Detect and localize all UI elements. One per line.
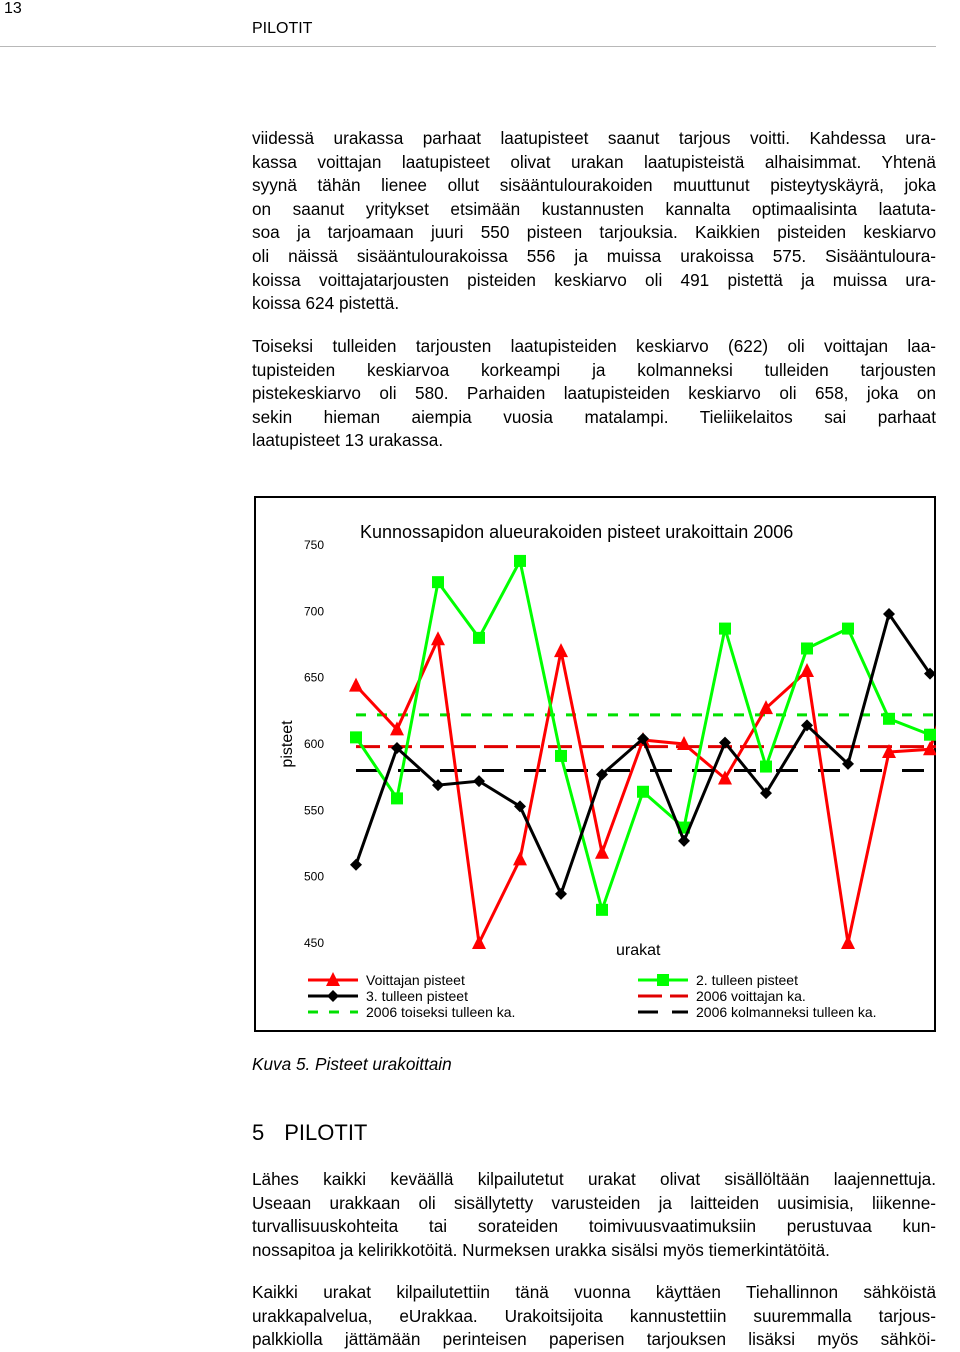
y-tick-label: 450 <box>303 936 324 950</box>
data-point <box>391 792 403 804</box>
paragraph-line: soa ja tarjoamaan juuri 550 pisteen tarjouksia. Kaikkien pisteiden keskiarvo <box>252 222 936 243</box>
paragraph-line: nossapitoa ja kelirikkotöitä. Nurmeksen urakka sisälsi myös tiemerkintätöitä. <box>252 1239 830 1260</box>
series-line <box>356 614 930 894</box>
section-number: 5 <box>252 1120 265 1145</box>
chart-title: Kunnossapidon alueurakoiden pisteet urakoittain 2006 <box>360 522 794 542</box>
y-tick-label: 600 <box>303 737 324 751</box>
header-divider <box>0 46 936 47</box>
data-point <box>554 643 568 657</box>
data-point <box>349 678 363 692</box>
paragraph-line: kassa voittajan laatupisteet olivat urakan laatupisteistä alhaisimmat. Yhtenä <box>252 151 936 172</box>
legend-label: 2. tulleen pisteet <box>696 972 798 988</box>
data-point <box>431 631 445 645</box>
section-heading <box>252 1120 367 1146</box>
data-point <box>514 555 526 567</box>
y-tick-label: 500 <box>303 869 324 884</box>
y-tick-label: 650 <box>303 670 324 685</box>
data-point <box>637 786 649 798</box>
data-point <box>472 935 486 949</box>
data-point <box>555 750 567 762</box>
data-point <box>595 845 609 859</box>
paragraph-line: urakkapalvelua, eUrakkaa. Urakoitsijoita kannustettiin suuremmalla tarjous- <box>252 1305 936 1326</box>
paragraph-line: turvallisuuskohteita tai sorateiden toimivuusvaatimuksiin perustuvaa kun- <box>252 1216 936 1237</box>
paragraph-line: palkkiolla jättämään perinteisen paperisen tarjouksen lisäksi myös sähköi- <box>252 1329 936 1350</box>
x-axis-label: urakat <box>616 942 661 959</box>
paragraph-line: syynä tähän lienee ollut sisääntulourakoiden muuttunut pisteytyskäyrä, joka <box>252 175 936 196</box>
running-header: PILOTIT <box>252 20 313 37</box>
data-point <box>719 623 731 635</box>
body-paragraph-2 <box>252 335 936 453</box>
page-number: 13 <box>4 0 22 17</box>
data-point <box>760 761 772 773</box>
paragraph-line: Kaikki urakat kilpailutettiin tänä vuonna käyttäen Tiehallinnon sähköistä <box>252 1282 936 1302</box>
data-point <box>350 859 362 871</box>
section-title: PILOTIT <box>284 1120 368 1145</box>
data-point <box>555 888 567 900</box>
body-paragraph-3 <box>252 1168 936 1262</box>
legend-label: 2006 voittajan ka. <box>696 988 806 1004</box>
data-point <box>801 642 813 654</box>
series-line <box>356 618 936 943</box>
y-tick-label: 700 <box>303 604 324 619</box>
data-point <box>432 576 444 588</box>
paragraph-line: oli näissä sisääntulourakoissa 556 ja muissa urakoissa 575. Sisääntuloura- <box>252 245 936 266</box>
paragraph-line: sekin hieman aiempia vuosia matalampi. Tieliikelaitos sai parhaat <box>252 406 936 427</box>
paragraph-line: on saanut yritykset etsimään kustannusten kannalta optimaalisinta laatuta- <box>252 198 936 219</box>
paragraph-line: laatupisteet 13 urakassa. <box>252 430 444 451</box>
data-point <box>350 731 362 743</box>
points-line-chart <box>254 496 936 1032</box>
figure-caption: Kuva 5. Pisteet urakoittain <box>252 1054 452 1074</box>
paragraph-line: Toiseksi tulleiden tarjousten laatupisteiden keskiarvo (622) oli voittajan laa- <box>252 336 936 356</box>
data-point <box>678 835 690 847</box>
paragraph-line: koissa voittajatarjousten pisteiden keskiarvo oli 491 pistettä ja muissa ura- <box>252 269 936 290</box>
data-point <box>513 851 527 865</box>
paragraph-line: Useaan urakkaan oli sisällytetty varusteiden ja laitteiden uusimisia, liikenne- <box>252 1192 936 1213</box>
legend-label: 2006 toiseksi tulleen ka. <box>366 1004 516 1020</box>
paragraph-line: viidessä urakassa parhaat laatupisteet saanut tarjous voitti. Kahdessa ura- <box>252 128 936 148</box>
y-axis-label: pisteet <box>279 720 296 768</box>
data-point <box>473 632 485 644</box>
legend-label: 3. tulleen pisteet <box>366 988 468 1004</box>
data-point <box>842 623 854 635</box>
paragraph-line: koissa 624 pistettä. <box>252 293 400 314</box>
legend-label: Voittajan pisteet <box>366 972 465 988</box>
y-tick-label: 550 <box>303 803 324 818</box>
paragraph-line: tupisteiden keskiarvoa korkeampi ja kolmanneksi tulleiden tarjousten <box>252 359 936 380</box>
paragraph-line: Lähes kaikki keväällä kilpailutetut urakat olivat sisällöltään laajennettuja. <box>252 1169 936 1189</box>
body-paragraph-4 <box>252 1281 936 1352</box>
body-paragraph-1 <box>252 127 936 316</box>
paragraph-line: pistekeskiarvo oli 580. Parhaiden laatupisteiden keskiarvo oli 658, joka on <box>252 383 936 404</box>
data-point <box>883 713 895 725</box>
legend-label: 2006 kolmanneksi tulleen ka. <box>696 1004 877 1020</box>
data-point <box>924 729 936 741</box>
legend-marker <box>327 990 339 1002</box>
data-point <box>841 935 855 949</box>
data-point <box>596 904 608 916</box>
y-tick-label: 750 <box>303 538 324 552</box>
legend-marker <box>657 974 669 986</box>
